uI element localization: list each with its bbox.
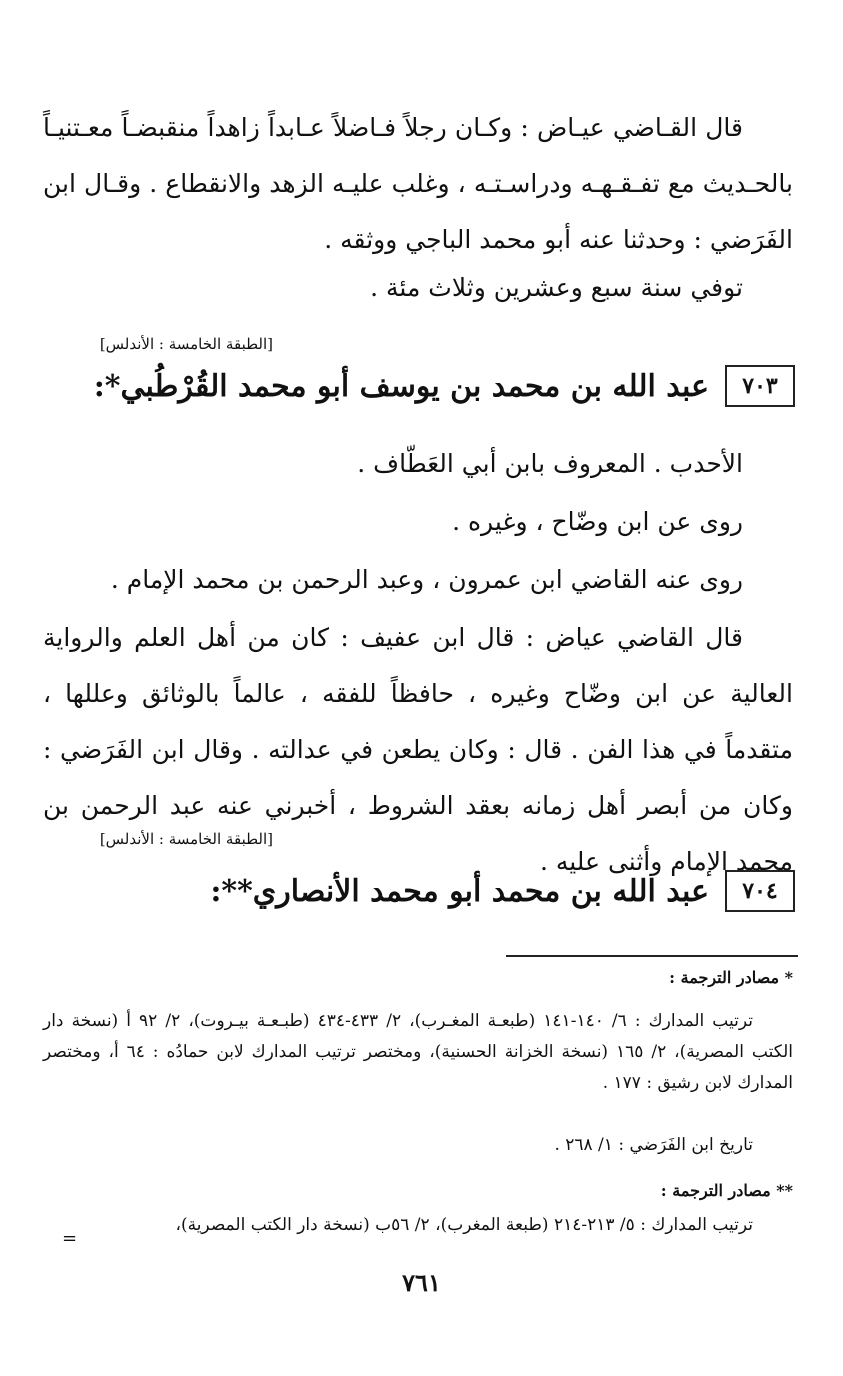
section-tag: [الطبقة الخامسة : الأندلس] (99, 335, 273, 353)
continuation-mark: = (62, 1228, 78, 1249)
entry-paragraph: قال القاضي عياض : قال ابن عفيف : كان من أهل العلم والرواية العالية عن ابن وضّاح وغيره ، حافظاً للفقه ، عالماً بالوثائق وعللها ، متقدماً في هذا الفن . قال : وكان يطعن في عدالته . وقال ابن الفَرَضي : وكان من أبصر أهل زمانه بعقد الشروط ، أخبرني عنه عبد الرحمن بن محمد الإمام وأثنى عليه . (43, 623, 793, 876)
footnote-heading: ** مصادر الترجمة : (660, 1181, 793, 1200)
entry-line: الأحدب . المعروف بابن أبي العَطّاف . (357, 449, 743, 478)
footnote-text: ترتيب المدارك : ٥/ ٢١٣-٢١٤ (طبعة المغرب)، ٢/ ٥٦ب (نسخة دار الكتب المصرية)، (175, 1215, 753, 1235)
section-tag: [الطبقة الخامسة : الأندلس] (99, 830, 273, 848)
entry-number-box: ٧٠٤ (725, 870, 795, 912)
page-number: ٧٦١ (402, 1268, 441, 1297)
entry-heading-703 (94, 365, 795, 407)
paragraph-qadi-iyad: قال القـاضي عيـاض : وكـان رجلاً فـاضلاً عـابداً زاهداً منقبضـاً معـتنيـاً بالحـديث مع تفـقـهـه ودراسـتـه ، وغلب عليـه الزهد والانقطاع . وقـال ابن الفَرَضي : وحدثنا عنه أبو محمد الباجي ووثقه . (43, 113, 793, 254)
footnote-text: تاريخ ابن الفَرَضي : ١/ ٢٦٨ . (554, 1135, 753, 1155)
footnote-heading: * مصادر الترجمة : (669, 968, 793, 987)
footnote-divider (506, 955, 798, 957)
paragraph-death: توفي سنة سبع وعشرين وثلاث مئة . (370, 273, 743, 302)
entry-line: روى عن ابن وضّاح ، وغيره . (452, 507, 743, 536)
footnote-text: ترتيب المدارك : ٦/ ١٤٠-١٤١ (طبعـة المغـرب)، ٢/ ٤٣٣-٤٣٤ (طبـعـة بيـروت)، ٢/ ٩٢ أ (نسخة دار الكتب المصرية)، ٢/ ١٦٥ (نسخة الخزانة الحسنية)، ومختصر ترتيب المدارك لابن حمادُه : ٦٤ أ، ومختصر المدارك لابن رشيق : ١٧٧ . (43, 1011, 793, 1093)
entry-number-box: ٧٠٣ (725, 365, 795, 407)
entry-title: عبد الله بن محمد أبو محمد الأنصاري**: (210, 873, 709, 909)
entry-title: عبد الله بن محمد بن يوسف أبو محمد القُرْطُبي*: (93, 368, 709, 404)
entry-heading-704 (210, 870, 795, 912)
entry-line: روى عنه القاضي ابن عمرون ، وعبد الرحمن بن محمد الإمام . (110, 565, 743, 594)
